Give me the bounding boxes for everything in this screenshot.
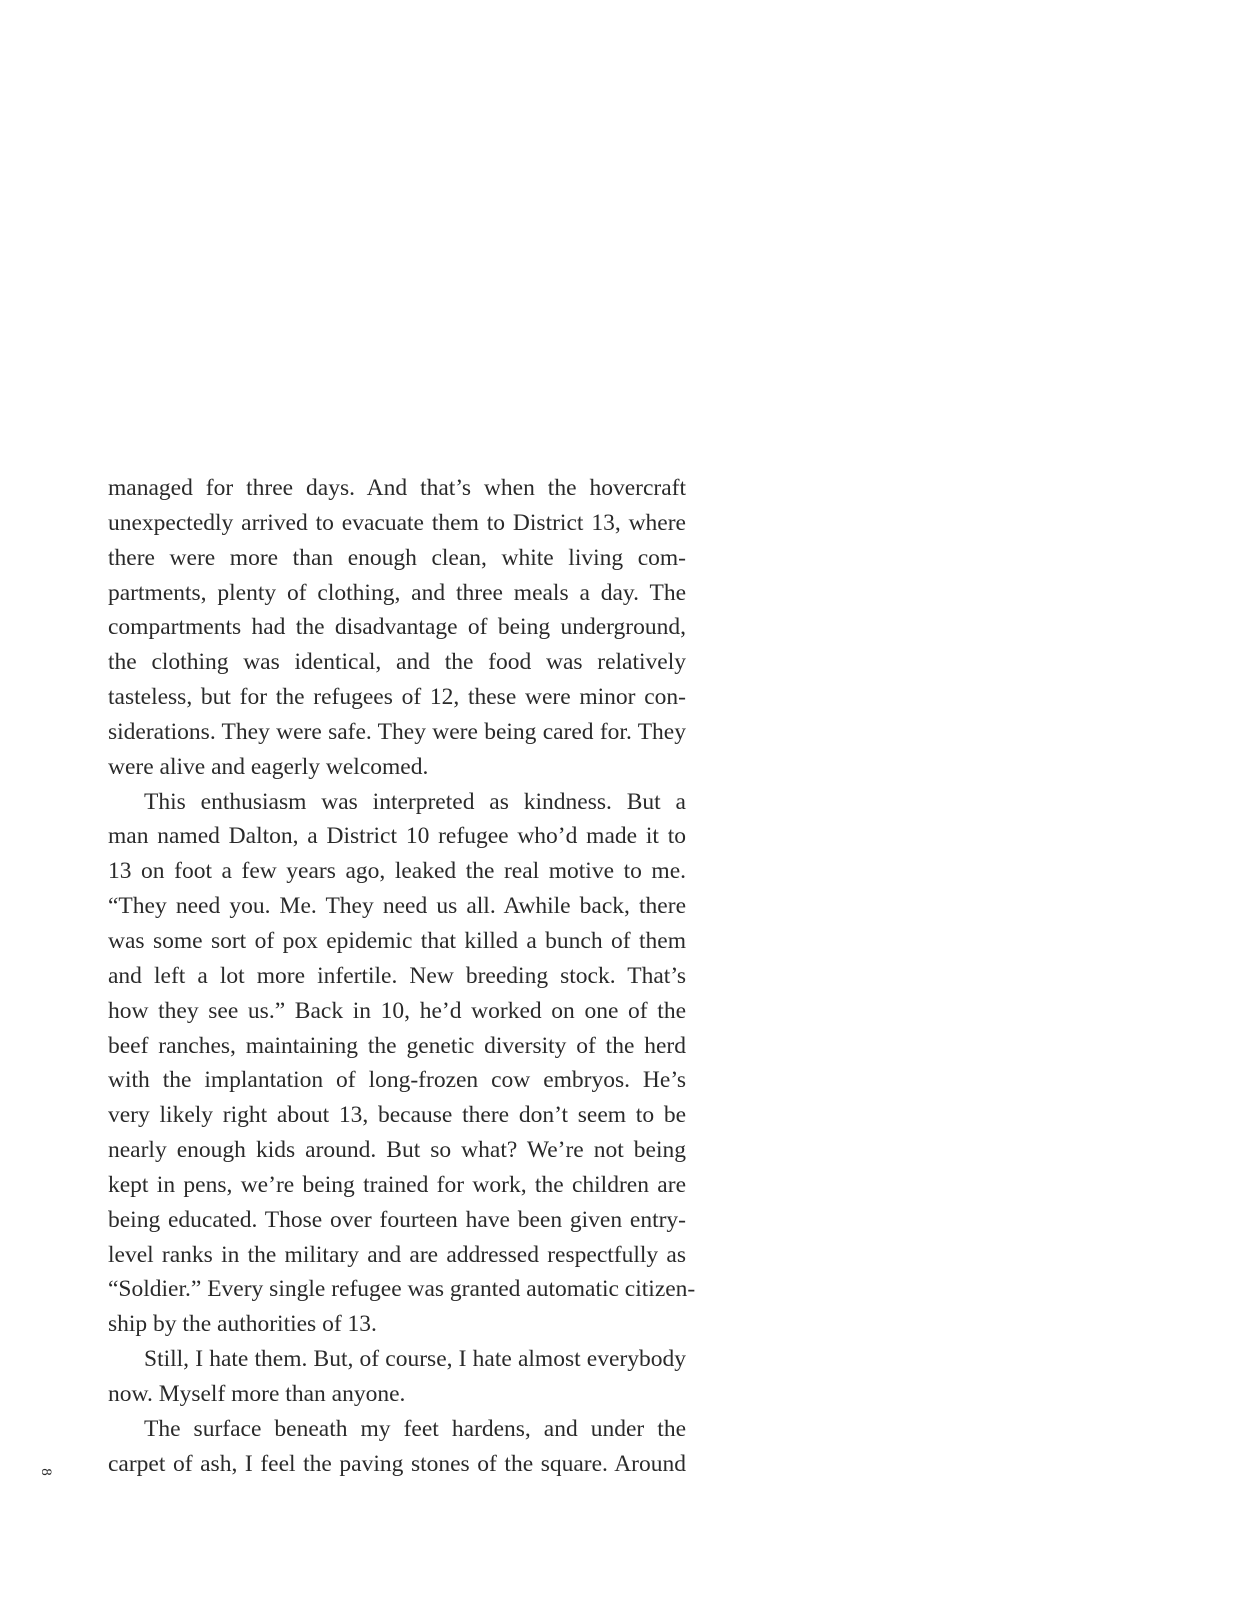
text-line: beef ranches, maintaining the genetic diversity of the herd (108, 1032, 686, 1059)
text-line: were alive and eagerly welcomed. (108, 753, 429, 780)
text-line: tasteless, but for the refugees of 12, these were minor con- (108, 684, 686, 711)
text-line: This enthusiasm was interpreted as kindness. But a (144, 788, 686, 815)
text-line: with the implantation of long-frozen cow embryos. He’s (108, 1067, 686, 1094)
text-line: how they see us.” Back in 10, he’d worked on one of the (108, 997, 686, 1024)
text-line: managed for three days. And that’s when the hovercraft (108, 475, 686, 501)
page-number: 8 (38, 1468, 54, 1476)
text-line: “They need you. Me. They need us all. Awhile back, there (108, 893, 686, 920)
text-line: The surface beneath my feet hardens, and under the (144, 1415, 686, 1442)
text-line: ship by the authorities of 13. (108, 1311, 377, 1338)
text-line: unexpectedly arrived to evacuate them to District 13, where (108, 509, 686, 536)
text-line: partments, plenty of clothing, and three meals a day. The (108, 579, 686, 606)
text-line: was some sort of pox epidemic that killed a bunch of them (108, 927, 686, 954)
text-line: compartments had the disadvantage of being underground, (108, 614, 686, 641)
text-line: and left a lot more infertile. New breeding stock. That’s (108, 962, 686, 989)
text-line: level ranks in the military and are addressed respectfully as (108, 1241, 686, 1268)
text-line: now. Myself more than anyone. (108, 1380, 406, 1407)
text-line: kept in pens, we’re being trained for work, the children are (108, 1171, 686, 1198)
text-line: being educated. Those over fourteen have been given entry- (108, 1206, 686, 1233)
text-line: very likely right about 13, because there don’t seem to be (108, 1102, 686, 1129)
text-line: man named Dalton, a District 10 refugee who’d made it to (108, 823, 686, 850)
text-line: the clothing was identical, and the food was relatively (108, 649, 686, 676)
text-line: nearly enough kids around. But so what? We’re not being (108, 1137, 686, 1164)
text-line: Still, I hate them. But, of course, I hate almost everybody (144, 1346, 686, 1373)
text-line: 13 on foot a few years ago, leaked the real motive to me. (108, 858, 686, 885)
text-line: carpet of ash, I feel the paving stones of the square. Around (108, 1450, 686, 1477)
text-line: “Soldier.” Every single refugee was granted automatic citizen- (108, 1276, 696, 1303)
text-line: there were more than enough clean, white living com- (108, 544, 686, 571)
body-text (108, 471, 696, 1481)
text-line: siderations. They were safe. They were being cared for. They (108, 718, 686, 745)
